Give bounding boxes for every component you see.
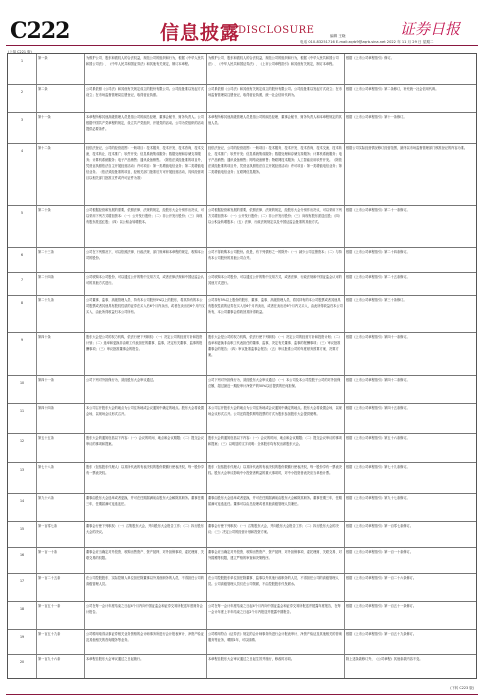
basis-cell: 根据《上市公司章程指引》第二十一条修订。: [344, 206, 477, 247]
row-number: 8: [20, 301, 24, 305]
basis-cell: 根据《上市公司章程指引》第三十条修订。: [344, 296, 477, 332]
table-row: [8, 333, 476, 376]
basis-cell: 根据《上市公司章程指引》第一百一十条修订。: [344, 548, 477, 573]
row-number: 12: [19, 439, 25, 443]
basis-cell: 根据《上市公司章程指引》第二十四条修订。: [344, 248, 477, 272]
after-text-cell: 股东（包括股东代理人）以其所代表的有表决权的股份数额行使表决权，每一股份享有一票表决权。股东大会审议影响中小投资者利益的重大事项时，对中小投资者表决应当单独计票。: [206, 463, 344, 493]
table-row: [8, 522, 476, 548]
table-row: [8, 574, 476, 602]
table-row: [8, 376, 476, 404]
after-text-cell: 公司下列对外担保行为，须经股东大会审议通过：（一）本公司及本公司控股子公司的对外担保总额，超过最近一期经审计净资产的50%以后提供的任何担保。: [206, 376, 344, 403]
article-cell: 第一百五十一条: [36, 602, 84, 629]
after-text-cell: 董事会行使下列职权：（一）召集股东大会，并向股东大会报告工作；（二）执行股东大会的决议；（三）决定公司的经营计划和投资方案。: [206, 522, 344, 547]
basis-cell: 根据《上市公司章程指引》第一百二十六条修订。: [344, 574, 477, 601]
basis-cell: 根据《上市公司章程指引》第二条修订，补充统一社会信用代码。: [344, 85, 477, 112]
article-cell: 第十一条: [36, 113, 84, 143]
row-number: 19: [19, 635, 25, 639]
after-text-cell: 公司在每一会计年度结束之日起4个月内向中国证监会和证券交易所报送并披露年度报告，在每一会计年度上半年结束之日起2个月内报送并披露中期报告。: [206, 602, 344, 629]
before-text-cell: 股东大会的通知包括以下内容：（一）会议的时间、地点和会议期限；（二）提交会议审议的事项和提案。: [84, 434, 206, 462]
table-row: [8, 85, 476, 113]
row-number: 5: [20, 211, 24, 215]
before-text-cell: 本公司召开股东大会的地点为公司住所地或会议通知中确定的地点。股东大会将设置会场，以现场会议形式召开。: [84, 404, 206, 433]
section-title-cn: 信息披露: [160, 22, 241, 44]
after-text-cell: 为维护公司、股东和债权人的合法权益，规范公司的组织和行为，根据《中华人民共和国公司法》、《中华人民共和国证券法》、《上市公司章程指引》和其他有关规定，制订本章程。: [206, 54, 344, 84]
article-cell: 第一条: [36, 54, 84, 84]
before-text-cell: 董事会行使下列职权：（一）召集股东大会，并向股东大会报告工作；（二）执行股东大会的决议。: [84, 522, 206, 547]
newspaper-logo: 证券日报: [400, 20, 461, 38]
before-text-cell: 公司在每一会计年度结束之日起4个月内向中国证监会和证券交易所报送年度财务会计报告。: [84, 602, 206, 629]
table-row: [8, 113, 476, 144]
basis-cell: 根据《上市公司章程指引》第十一条修订。: [344, 113, 477, 143]
before-text-cell: 在公司控股股东、实际控制人单位担任除董事以外其他职务的人员，不得担任公司的高级管理人员。: [84, 574, 206, 601]
article-cell: 第九十六条: [36, 494, 84, 521]
table-row: [8, 273, 476, 296]
basis-cell: 根据《上市公司章程指引》第四十二条修订。: [344, 376, 477, 403]
row-number: 4: [20, 149, 24, 153]
row-number: 16: [19, 553, 25, 557]
row-number: 18: [19, 607, 25, 611]
before-text-cell: 经依法登记，公司的经营范围：一般项目：技术服务、技术开发、技术咨询、技术交流、技术转让、技术推广；软件开发；信息系统集成服务；数据处理和存储支持服务；计算机系统服务；电子产品销售；通讯设备销售。（除依法须经批准的项目外，凭营业执照依法自主开展经营活动）许可项目：第一类增值电信业务；第二类增值电信业务。（依法须经批准的项目，经相关部门批准后方可开展经营活动，具体经营项目以相关部门批准文件或许可证件为准）: [84, 144, 206, 205]
after-text-cell: 董事会应当确定对外投资、收购出售资产、资产抵押、对外担保事项、委托理财、关联交易、对外捐赠等权限，建立严格的审查和决策程序。: [206, 548, 344, 573]
row-number: 7: [20, 278, 24, 282]
table-row: [8, 655, 476, 679]
table-row: [8, 494, 476, 522]
table-row: [8, 602, 476, 630]
before-text-cell: 公司根据经营和发展的需要，依照法律、法规的规定，经股东大会分别作出决议，可以采用下列方式增加资本：（一）公开发行股份；（二）非公开发行股份；（三）向现有股东派送红股；（四）以公积金转增股本。: [84, 206, 206, 247]
article-cell: 第二十三条: [36, 248, 84, 272]
table-row: [8, 434, 476, 463]
after-text-cell: 公司持有5%以上股份的股东、董事、监事、高级管理人员，将其持有的本公司股票或者其他具有股权性质的证券在买入后6个月内卖出，或者在卖出后6个月内又买入，由此所得收益归本公司所有，本公司董事会将收回其所得收益。: [206, 296, 344, 332]
row-number: 11: [19, 409, 25, 413]
page-header: [0, 0, 484, 46]
row-number: 20: [19, 660, 25, 664]
continued-to-label: (下转 C223 版): [450, 686, 474, 690]
after-text-cell: 本章程自股东大会审议通过之日起生效并施行，修改时亦同。: [206, 655, 344, 679]
after-text-cell: 本章程所称其他高级管理人员是指公司的副总经理、董事会秘书、财务负责人和本章程规定的其他人员。: [206, 113, 344, 143]
row-number: 3: [20, 118, 24, 122]
before-text-cell: 公司董事、监事、高级管理人员、持有本公司股份5%以上的股东，将其持有的本公司股票或者其他具有股权性质的证券在买入后6个月内卖出，或者在卖出后6个月内又买入，由此所得收益归本公司所有。: [84, 296, 206, 332]
basis-cell: 根据《上市公司章程指引》第二十五条修订。: [344, 273, 477, 295]
before-text-cell: 董事会应当确定对外投资、收购出售资产、资产抵押、对外担保事项、委托理财、关联交易的权限。: [84, 548, 206, 573]
basis-cell: 根据公司实际经营情况修订经营范围，最终以市场监督管理部门核准登记的内容为准。: [344, 144, 477, 205]
after-text-cell: 董事由股东大会选举或者更换，并可在任期届满前由股东大会解除其职务。董事任期三年，任期届满可连选连任。董事可以由总经理或者其他高级管理人员兼任。: [206, 494, 344, 521]
article-cell: 第二条: [36, 85, 84, 112]
table-row: [8, 463, 476, 494]
basis-cell: 根据《上市公司章程指引》第五十六条修订。: [344, 434, 477, 462]
after-text-cell: 公司收购本公司股份，可以通过公开的集中交易方式，或者法律、行政法规和中国证监会认可的其他方式进行。: [206, 273, 344, 295]
article-cell: 第十二条: [36, 144, 84, 205]
row-number: 17: [19, 579, 25, 583]
after-text-cell: 在公司控股股东单位担任除董事、监事以外其他行政职务的人员，不得担任公司的高级管理人员。公司高级管理人员仅在公司领薪，不由控股股东代发薪水。: [206, 574, 344, 601]
before-text-cell: 公司收购本公司股份，可以通过公开的集中交易方式，或者法律法规和中国证监会认可的其他方式进行。: [84, 273, 206, 295]
before-text-cell: 本章程所称其他高级管理人员是指公司的副总经理、董事会秘书、财务负责人。公司根据中国共产党章程的规定，设立共产党组织、开展党的活动。公司为党组织的活动提供必要条件。: [84, 113, 206, 143]
basis-cell: 根据《上市公司章程指引》第四十一条修订。: [344, 333, 477, 375]
amendment-table: [7, 53, 477, 679]
basis-cell: 根据《上市公司章程指引》第一百零七条修订。: [344, 522, 477, 547]
row-number: 1: [20, 59, 24, 63]
article-cell: 第七十八条: [36, 463, 84, 493]
article-cell: 第二十四条: [36, 273, 84, 295]
table-row: [8, 144, 476, 206]
after-text-cell: 公司不得收购本公司股份。但是，有下列情形之一的除外：（一）减少公司注册资本；（二）与持有本公司股份的其他公司合并。: [206, 248, 344, 272]
article-cell: 第二十条: [36, 206, 84, 247]
article-cell: 第一百五十九条: [36, 630, 84, 654]
article-cell: 第一百零七条: [36, 522, 84, 547]
after-text-cell: 本公司召开股东大会的地点为公司住所地或会议通知中确定的地点。股东大会将设置会场，以现场会议形式召开。公司还将提供网络投票的方式为股东参加股东大会提供便利。: [206, 404, 344, 433]
after-text-cell: 经依法登记，公司的经营范围：一般项目：技术服务、技术开发、技术咨询、技术交流、技术转让、技术推广；软件开发；信息系统集成服务；数据处理和存储支持服务；计算机系统服务；电子产品销售；通讯设备销售；网络设备销售；物联网技术服务；人工智能应用软件开发。（除依法须经批准的项目外，凭营业执照依法自主开展经营活动）许可项目：第一类增值电信业务；第二类增值电信业务；互联网信息服务。: [206, 144, 344, 205]
basis-cell: 根据《上市公司章程指引》第九十七条修订。: [344, 494, 477, 521]
continued-from-label: (上接 C221 版): [8, 50, 32, 54]
row-number: 15: [19, 527, 25, 531]
row-number: 13: [19, 468, 25, 472]
row-number: 6: [20, 253, 24, 257]
before-text-cell: 股东大会是公司的权力机构，依法行使下列职权：（一）决定公司的经营方针和投资计划；（二）选举和更换非由职工代表担任的董事、监事，决定有关董事、监事的报酬事项；（三）审议批准董事会的报告。: [84, 333, 206, 375]
article-cell: 第四十四条: [36, 404, 84, 433]
before-text-cell: 董事由股东大会选举或者更换，并可在任期届满前由股东大会解除其职务。董事任期三年，任期届满可连选连任。: [84, 494, 206, 521]
table-row: [8, 404, 476, 434]
editor-credit: 编辑 王晓: [330, 34, 346, 38]
before-text-cell: 公司在下列情况下，可以依照法律、行政法规、部门规章和本章程的规定，收购本公司的股份。: [84, 248, 206, 272]
table-row: [8, 248, 476, 273]
contact-date-line: 电话 010-83251716 E-mail:zqrb9@zqrb.sina.net 2022 年 11 月 29 日 星期二: [300, 40, 434, 44]
article-cell: 第二十九条: [36, 296, 84, 332]
after-text-cell: 股东大会是公司的权力机构，依法行使下列职权：（一）决定公司的经营方针和投资计划；（二）选举和更换非由职工代表担任的董事、监事，决定有关董事、监事的报酬事项；（三）审议批准董事会的报告；（四）审议批准监事会报告；（五）审议批准公司的年度财务预算方案、决算方案。: [206, 333, 344, 375]
row-number: 14: [19, 499, 25, 503]
header-rule: [6, 45, 478, 46]
after-text-cell: 公司聘用符合《证券法》规定的会计师事务所进行会计报表审计、净资产验证及其他相关的咨询服务等业务，聘期1年，可以续聘。: [206, 630, 344, 654]
before-text-cell: 为维护公司、股东和债权人的合法权益，规范公司的组织和行为，根据《中华人民共和国公司法》、《中华人民共和国证券法》和其他有关规定，制订本章程。: [84, 54, 206, 84]
before-text-cell: 股东（包括股东代理人）以其所代表的有表决权的股份数额行使表决权，每一股份享有一票表决权。: [84, 463, 206, 493]
row-number: 10: [19, 381, 25, 385]
before-text-cell: 本章程自股东大会审议通过之日起施行。: [84, 655, 206, 679]
article-cell: 第四十一条: [36, 376, 84, 403]
basis-cell: 根据《上市公司章程指引》修订。: [344, 54, 477, 84]
before-text-cell: 公司系依照《公司法》和其他有关规定成立的股份有限公司。公司经批准以发起方式设立；在市场监督管理局注册登记，取得营业执照。: [84, 85, 206, 112]
table-row: [8, 206, 476, 248]
article-cell: 第四十条: [36, 333, 84, 375]
before-text-cell: 公司聘用取得从事证券相关业务资格的会计师事务所进行会计报表审计、净资产验证及其他相关的咨询服务等业务。: [84, 630, 206, 654]
after-text-cell: 公司系依照《公司法》和其他有关规定成立的股份有限公司。公司经批准以发起方式设立；在市场监督管理局注册登记，取得营业执照，统一社会信用代码为。: [206, 85, 344, 112]
table-row: [8, 548, 476, 574]
section-title-en: DISCLOSURE: [238, 25, 315, 36]
after-text-cell: 股东大会的通知包括以下内容：（一）会议的时间、地点和会议期限；（二）提交会议审议的事项和提案；（三）以明显的文字说明：全体股东均有权出席股东大会。: [206, 434, 344, 462]
article-cell: 第五十五条: [36, 434, 84, 462]
page-number: C222: [10, 18, 70, 44]
article-cell: 第一百二十五条: [36, 574, 84, 601]
basis-cell: 根据《上市公司章程指引》第四十五条修订。: [344, 404, 477, 433]
table-row: [8, 54, 476, 85]
footer-rule: [6, 694, 478, 695]
row-number: 2: [20, 90, 24, 94]
article-cell: 第一百九十六条: [36, 655, 84, 679]
table-row: [8, 296, 476, 333]
article-cell: 第一百一十条: [36, 548, 84, 573]
row-number: 9: [20, 338, 24, 342]
before-text-cell: 公司下列对外担保行为，须经股东大会审议通过。: [84, 376, 206, 403]
table-row: [8, 630, 476, 655]
basis-cell: 除上述条款修订外，《公司章程》其他条款内容不变。: [344, 655, 477, 679]
basis-cell: 根据《上市公司章程指引》第一百五十一条修订。: [344, 602, 477, 629]
basis-cell: 根据《上市公司章程指引》第七十九条修订。: [344, 463, 477, 493]
after-text-cell: 公司根据经营和发展的需要，依照法律、法规的规定，经股东大会分别作出决议，可以采用下列方式增加资本：（一）公开发行股份；（二）非公开发行股份；（三）向现有股东派送红股；（四）以公积金转增股本；（五）法律、行政法规规定以及中国证监会批准的其他方式。: [206, 206, 344, 247]
basis-cell: 根据《上市公司章程指引》第一百五十九条修订。: [344, 630, 477, 654]
